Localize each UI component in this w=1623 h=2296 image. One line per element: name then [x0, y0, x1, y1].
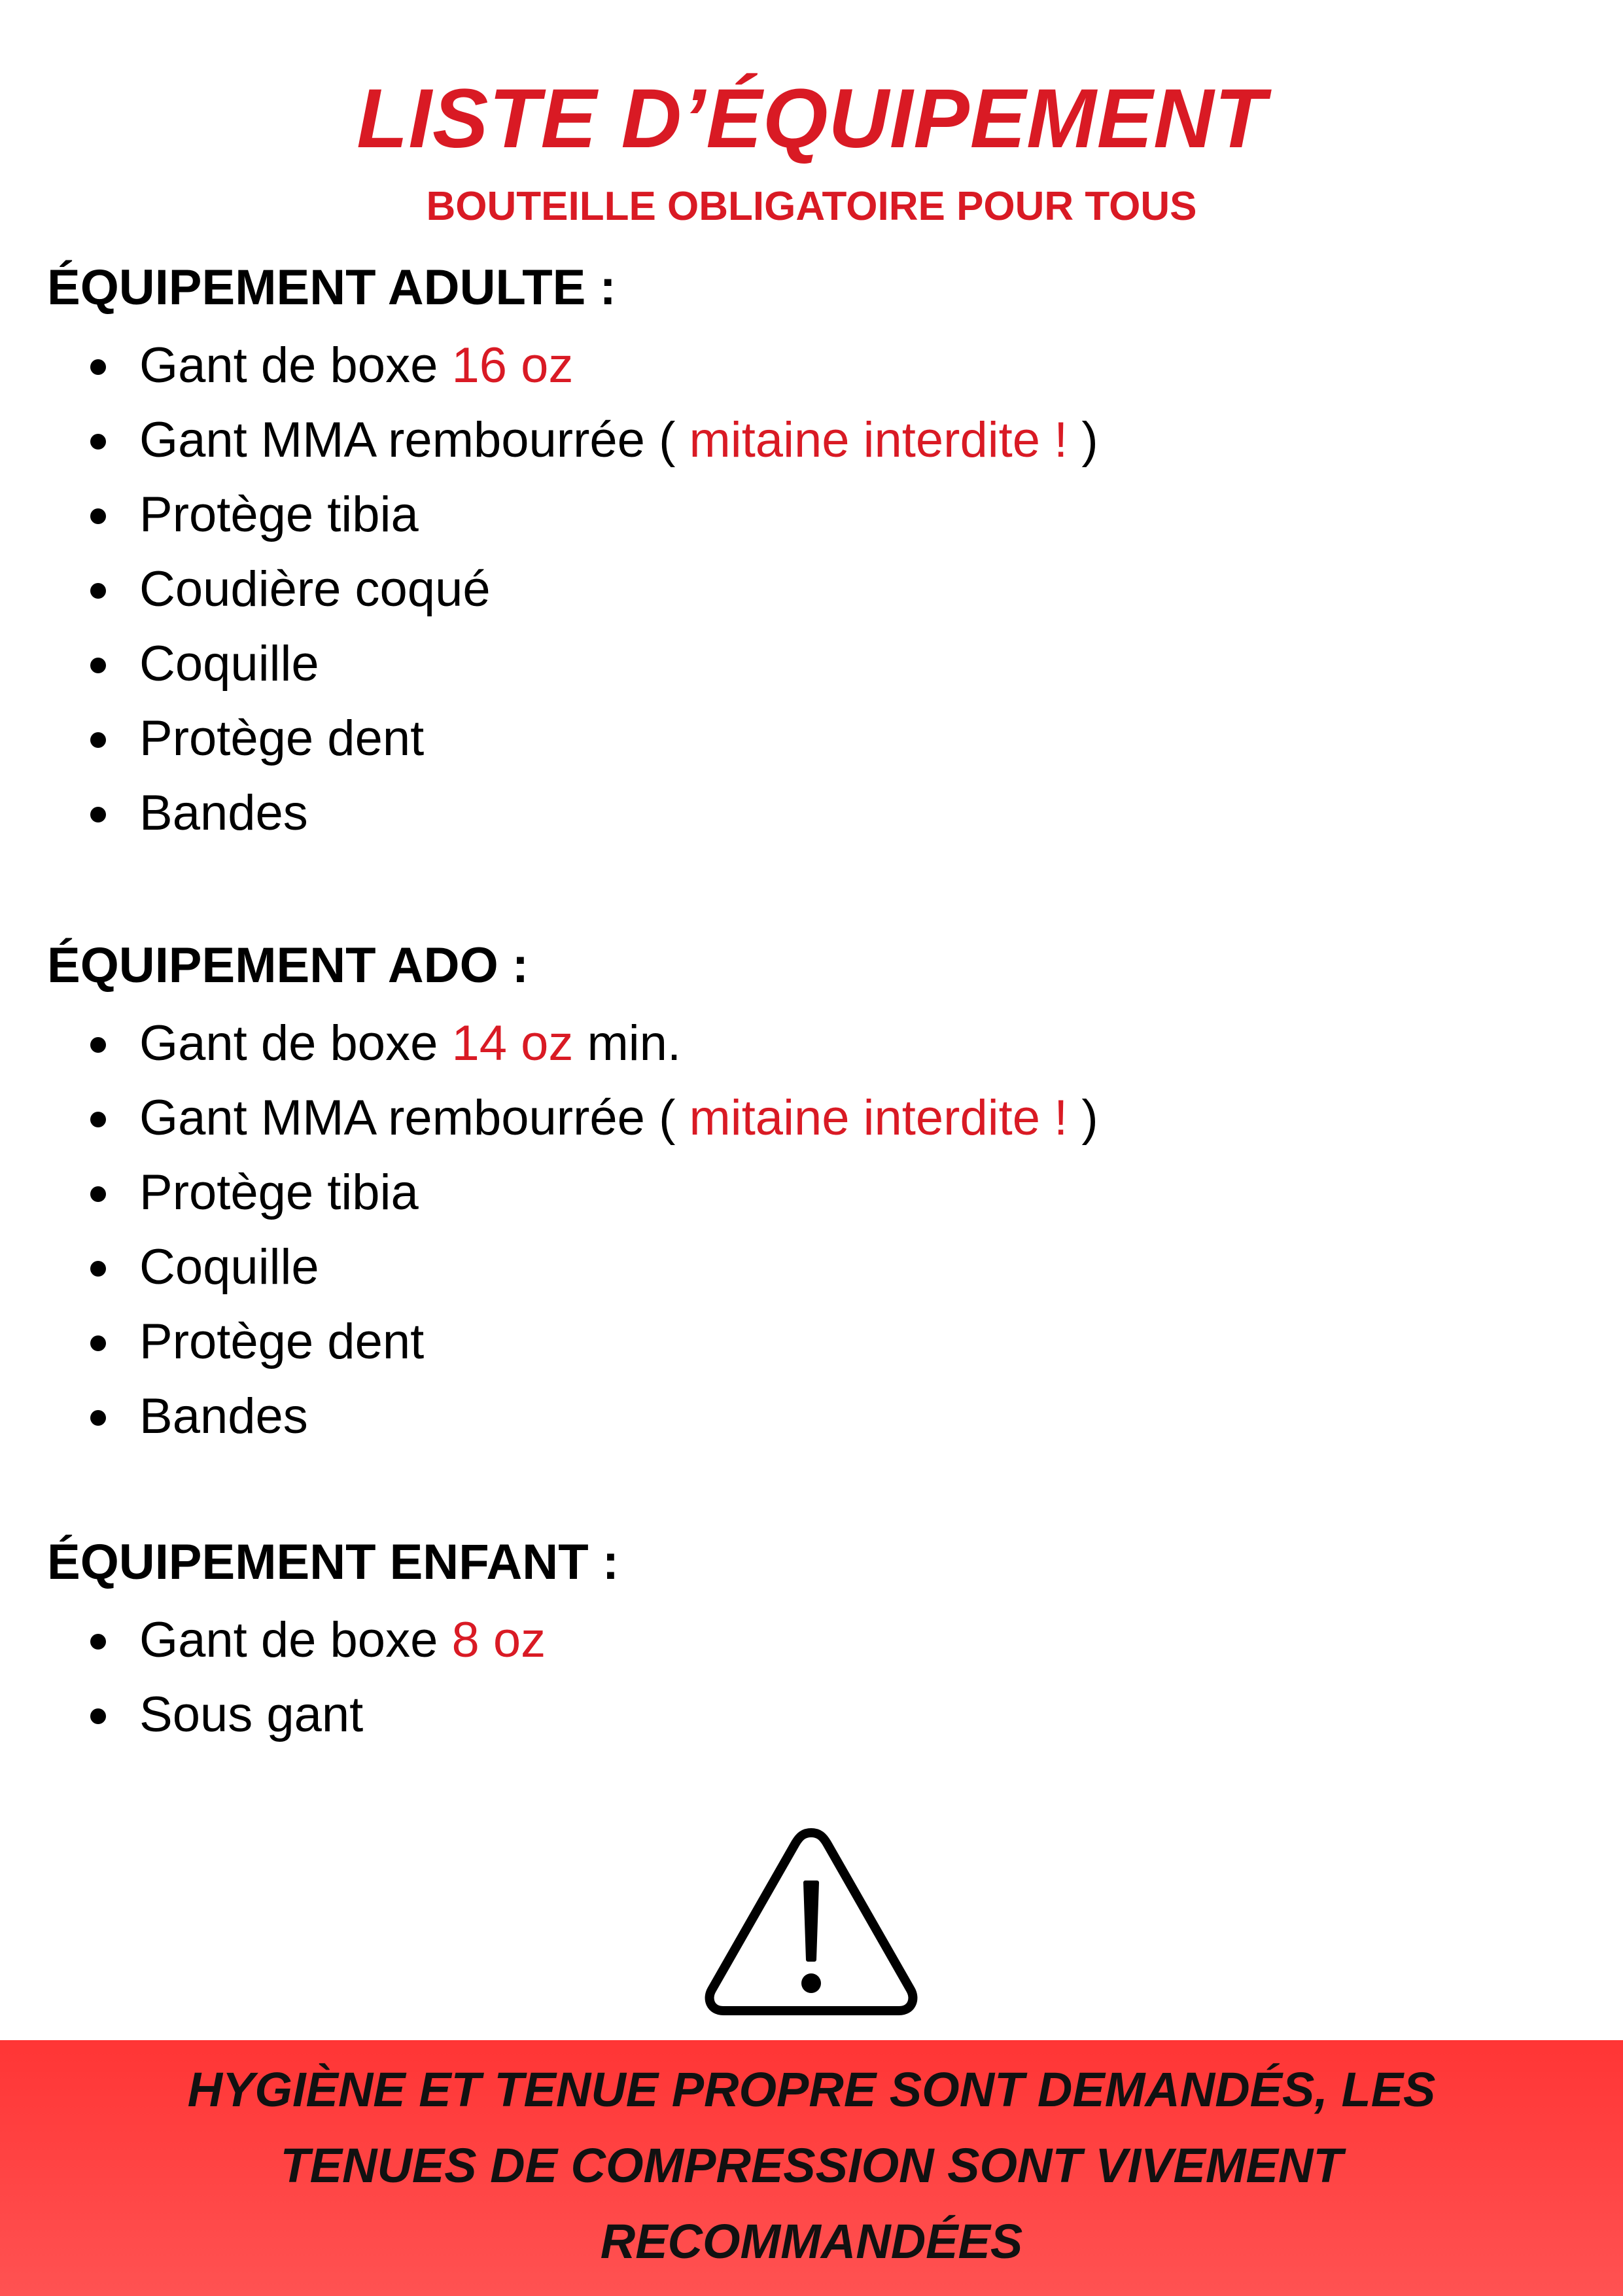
section-enfant: [47, 1530, 1552, 1752]
section-ado: [47, 933, 1552, 1454]
page-title: LISTE D’ÉQUIPEMENT: [357, 72, 1266, 166]
list-item: Coudière coqué: [47, 552, 1552, 627]
list-item: Protège tibia: [47, 478, 1552, 552]
highlight-text: mitaine interdite !: [689, 412, 1068, 468]
equipment-list-ado: [47, 1006, 1552, 1454]
bullet-icon: [90, 1335, 106, 1351]
section-heading-adulte: ÉQUIPEMENT ADULTE :: [47, 260, 616, 315]
list-item: Coquille: [47, 1230, 1552, 1305]
highlight-text: 16 oz: [451, 338, 574, 393]
list-item: Protège tibia: [47, 1156, 1552, 1230]
bullet-icon: [90, 1708, 106, 1724]
list-item: Protège dent: [47, 701, 1552, 776]
hygiene-banner: [0, 2040, 1623, 2296]
banner-line: HYGIÈNE ET TENUE PROPRE SONT DEMANDÉS, LES: [187, 2062, 1436, 2117]
list-item: Coquille: [47, 627, 1552, 701]
bullet-icon: [90, 508, 106, 524]
highlight-text: 8 oz: [451, 1612, 546, 1668]
bullet-icon: [90, 1261, 106, 1277]
bullet-icon: [90, 1634, 106, 1650]
page-subtitle: BOUTEILLE OBLIGATOIRE POUR TOUS: [426, 184, 1197, 229]
equipment-list-adulte: [47, 328, 1552, 851]
section-heading-ado: ÉQUIPEMENT ADO :: [47, 938, 529, 993]
list-item: Gant MMA rembourrée ( mitaine interdite ! ): [47, 1081, 1552, 1156]
list-item: Bandes: [47, 1379, 1552, 1454]
list-item: Bandes: [47, 776, 1552, 851]
section-heading-enfant: ÉQUIPEMENT ENFANT :: [47, 1534, 620, 1590]
bullet-icon: [90, 658, 106, 673]
bullet-icon: [90, 732, 106, 748]
list-item: Gant de boxe 16 oz: [47, 328, 1552, 403]
warning-triangle-icon: [703, 1824, 920, 2020]
list-item: Sous gant: [47, 1678, 1552, 1752]
bullet-icon: [90, 1112, 106, 1127]
banner-line: RECOMMANDÉES: [600, 2214, 1023, 2269]
list-item: Gant de boxe 8 oz: [47, 1603, 1552, 1678]
list-item: Gant MMA rembourrée ( mitaine interdite ! ): [47, 403, 1552, 478]
highlight-text: mitaine interdite !: [689, 1090, 1068, 1146]
banner-line: TENUES DE COMPRESSION SONT VIVEMENT: [280, 2138, 1343, 2193]
section-adulte: [47, 255, 1552, 851]
bullet-icon: [90, 1186, 106, 1202]
equipment-list-enfant: [47, 1603, 1552, 1752]
list-item: Gant de boxe 14 oz min.: [47, 1006, 1552, 1081]
bullet-icon: [90, 359, 106, 375]
bullet-icon: [90, 1037, 106, 1053]
bullet-icon: [90, 1410, 106, 1426]
banner-text: [98, 2052, 1525, 2280]
list-item: Protège dent: [47, 1305, 1552, 1379]
highlight-text: 14 oz: [451, 1016, 574, 1071]
bullet-icon: [90, 434, 106, 450]
bullet-icon: [90, 807, 106, 822]
bullet-icon: [90, 583, 106, 599]
